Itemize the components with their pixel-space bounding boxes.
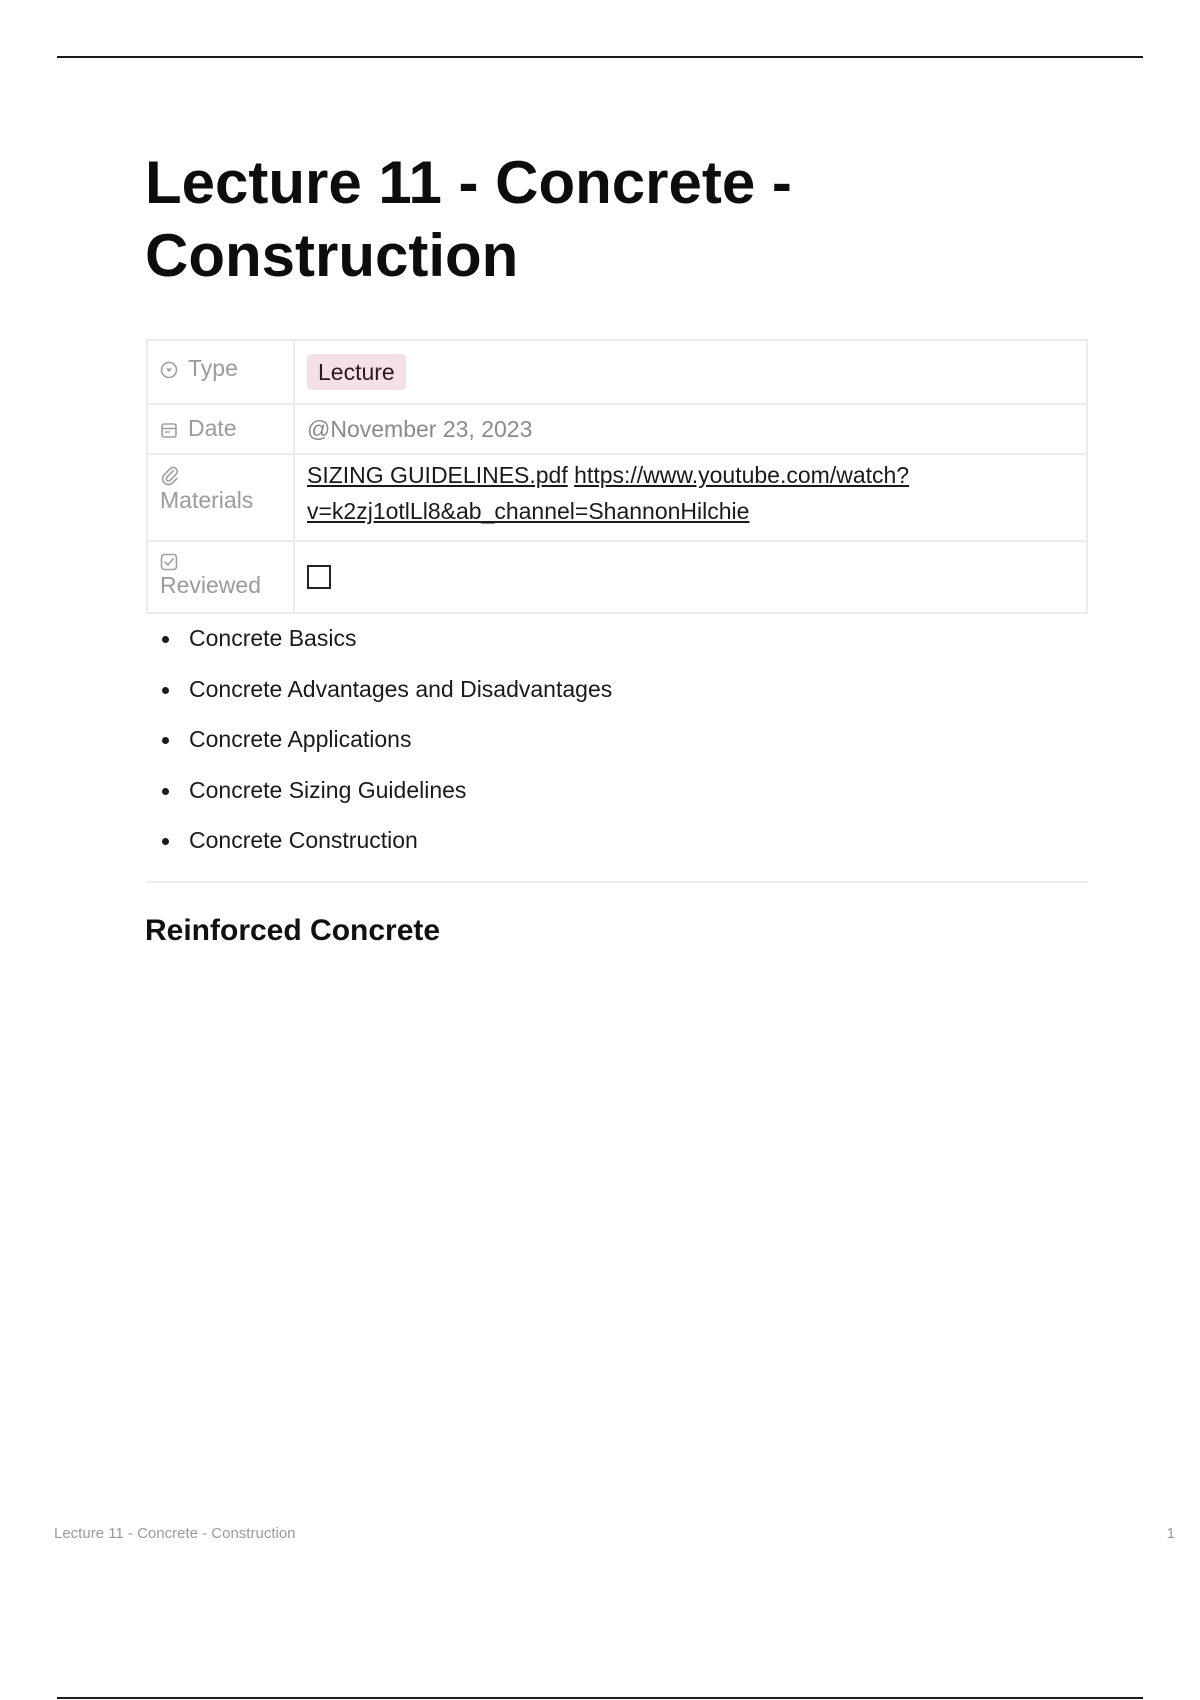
youtube-link-line2[interactable]: v=k2zj1otlLl8&ab_channel=ShannonHilchie [307, 498, 750, 524]
list-item-text: Concrete Advantages and Disadvantages [189, 675, 613, 702]
list-item [146, 726, 1086, 777]
property-value-reviewed [294, 541, 1087, 613]
youtube-link-line1[interactable]: https://www.youtube.com/watch? [574, 462, 910, 488]
property-key-materials [147, 454, 294, 541]
list-item-text: Concrete Applications [189, 726, 412, 752]
page-number: 1 [1166, 1525, 1175, 1542]
list-item-text: Concrete Construction [189, 827, 418, 853]
footer-title: Lecture 11 - Concrete - Construction [54, 1525, 296, 1542]
property-row-reviewed [147, 541, 1087, 613]
property-label-reviewed: Reviewed [160, 572, 261, 598]
section-divider [146, 881, 1088, 883]
property-row-materials [147, 454, 1087, 541]
property-value-date[interactable] [294, 404, 1087, 454]
property-label-materials: Materials [160, 487, 254, 513]
reviewed-checkbox[interactable] [307, 565, 331, 589]
bullet-icon [162, 737, 169, 744]
property-value-type[interactable] [294, 340, 1087, 404]
bottom-rule [57, 1697, 1143, 1699]
page-title: Lecture 11 - Concrete - Construction [145, 149, 792, 289]
top-rule [57, 56, 1143, 58]
select-circle-icon [160, 361, 178, 379]
list-item [146, 827, 1086, 878]
property-row-type [147, 340, 1087, 404]
list-item [146, 625, 1086, 676]
property-key-reviewed [147, 541, 294, 613]
bullet-icon [162, 788, 169, 795]
date-value[interactable]: @November 23, 2023 [307, 416, 533, 442]
checkbox-icon [160, 550, 281, 572]
property-value-materials [294, 454, 1087, 541]
section-heading: Reinforced Concrete [145, 914, 441, 947]
bullet-icon [162, 636, 169, 643]
type-tag[interactable]: Lecture [307, 354, 406, 390]
property-label-date: Date [188, 415, 237, 441]
property-row-date [147, 404, 1087, 454]
calendar-icon [160, 421, 178, 439]
list-item-text: Concrete Sizing Guidelines [189, 776, 467, 803]
properties-table [146, 339, 1088, 614]
list-item [146, 777, 1086, 828]
paperclip-icon [160, 465, 281, 487]
list-item-text: Concrete Basics [189, 625, 357, 651]
bullet-icon [162, 687, 169, 694]
list-item [146, 676, 1086, 727]
property-key-type [147, 340, 294, 404]
bullet-icon [162, 838, 169, 845]
property-key-date [147, 404, 294, 454]
topic-list [146, 625, 1086, 878]
property-label-type: Type [188, 355, 238, 381]
file-link-sizing-guidelines[interactable]: SIZING GUIDELINES.pdf [307, 462, 568, 488]
